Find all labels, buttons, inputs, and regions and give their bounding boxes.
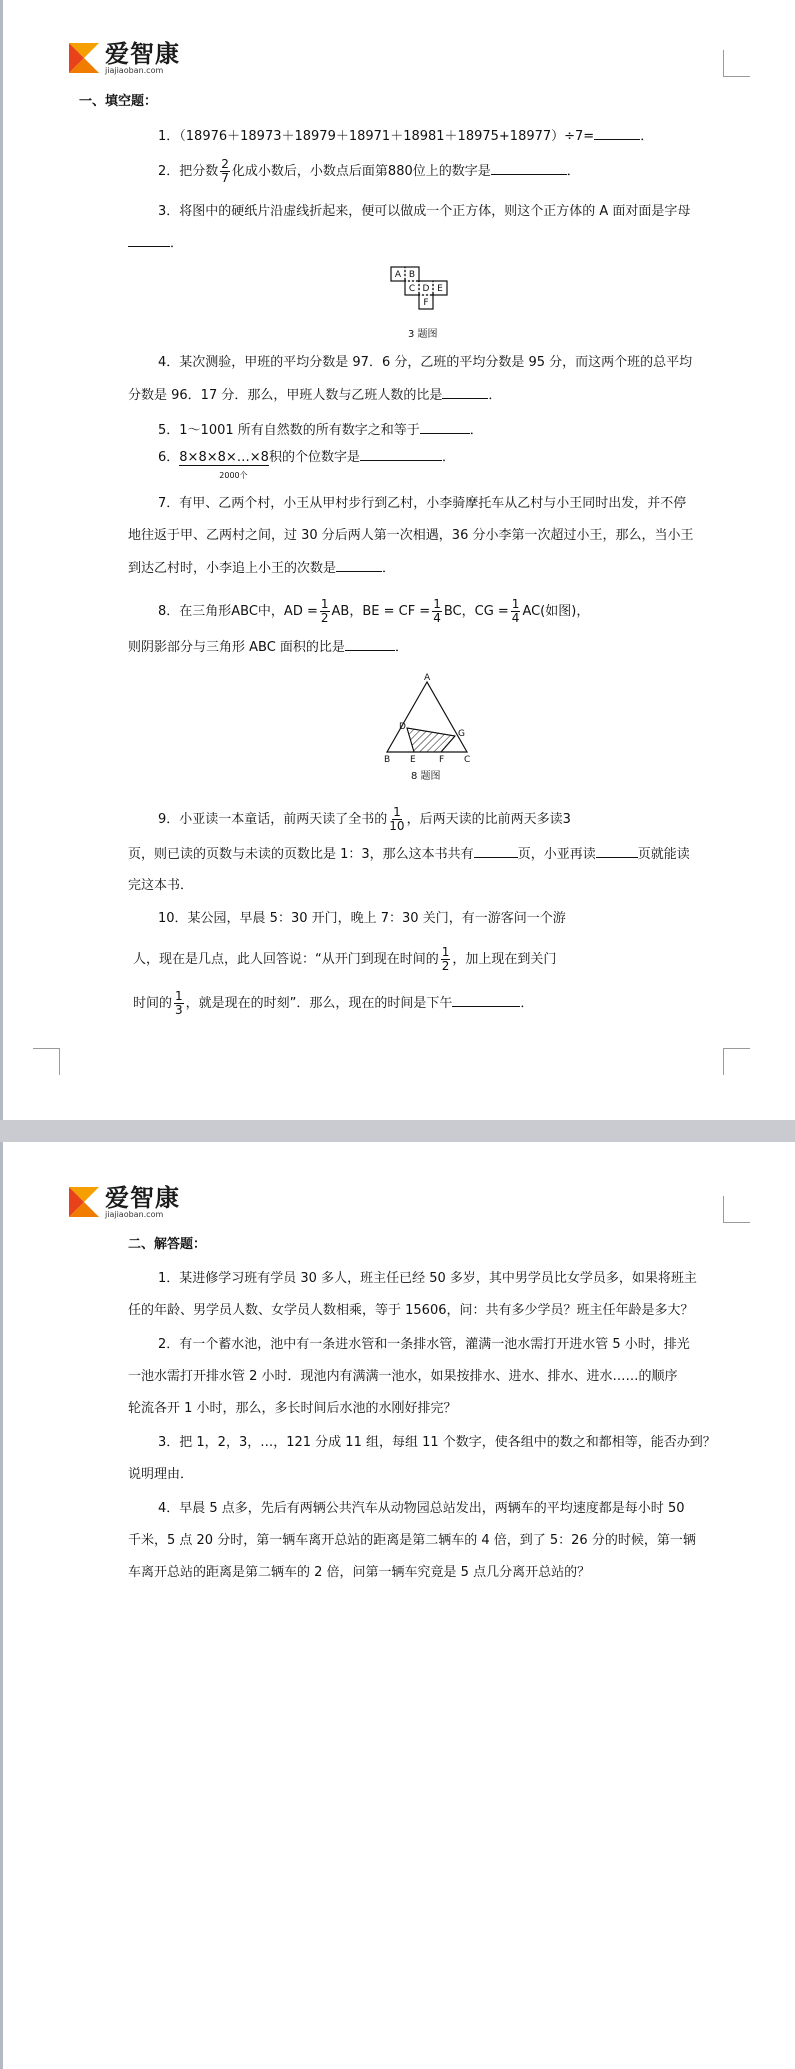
answer-blank <box>491 162 567 175</box>
question-text: 分数是 96．17 分．那么，甲班人数与乙班人数的比是 <box>128 388 443 403</box>
question-5: 5．1～1001 所有自然数的所有数字之和等于 ． <box>158 423 483 438</box>
answer-blank <box>594 127 640 140</box>
fig8-label: F <box>439 755 445 762</box>
product-expression: 8×8×8×…×8 2000个 <box>179 449 269 467</box>
logo-name: 爱智康 <box>105 39 180 68</box>
logo-sub: jiajiaoban.com <box>105 1209 164 1219</box>
question-1: 1．（18976＋18973＋18979＋18971＋18981＋18975+18977）÷7= ． <box>158 129 654 144</box>
fig3-label: C <box>408 284 416 294</box>
question-text: AC(如图)， <box>522 604 590 619</box>
fraction: $\frac{1}{2}$ <box>320 597 329 625</box>
fraction: $\frac{1}{10}$ <box>389 805 405 833</box>
answer-question-2: 2．有一个蓄水池，池中有一条进水管和一条排水管，灌满一池水需打开进水管 5 小时，排光 <box>158 1337 690 1352</box>
question-9 <box>158 806 571 833</box>
question-7: 7．有甲、乙两个村，小王从甲村步行到乙村，小李骑摩托车从乙村与小王同时出发，并不停 <box>158 496 687 511</box>
question-text: 2．把分数 <box>158 164 219 179</box>
fig8-label: D <box>399 722 406 732</box>
logo-icon <box>67 1185 101 1219</box>
corner-mark <box>723 50 750 77</box>
question-text: 6． <box>158 450 180 465</box>
brace-note: 2000个 <box>219 471 248 480</box>
logo <box>67 40 180 76</box>
question-text: 页，则已读的页数与未读的页数比是 1：3，那么这本书共有 <box>128 847 474 862</box>
question-10-line2 <box>133 946 556 973</box>
question-10-line3: 时间的 $\frac{1}{3}$ ，就是现在的时刻”．那么，现在的时间是下午 ． <box>133 989 534 1017</box>
answer-blank <box>442 386 488 399</box>
fig8-label: G <box>458 729 465 739</box>
figure-caption: 8 题图 <box>411 771 441 782</box>
fraction: $\frac{1}{4}$ <box>511 597 520 625</box>
question-text: 5．1～1001 所有自然数的所有数字之和等于 <box>158 423 420 438</box>
question-text: 到达乙村时，小李追上小王的次数是 <box>128 561 337 576</box>
answer-question-4-line2: 千米，5 点 20 分时，第一辆车离开总站的距离是第二辆车的 4 倍，到了 5：26 分的时候，第一辆 <box>128 1533 696 1548</box>
question-7-line3: 到达乙村时，小李追上小王的次数是 ． <box>128 561 396 576</box>
answer-blank <box>474 845 518 858</box>
answer-question-2-line2: 一池水需打开排水管 2 小时．现池内有满满一池水，如果按排水、进水、排水、进水……的顺序 <box>128 1369 678 1384</box>
question-text: ，后两天读的比前两天多读3 <box>406 812 571 827</box>
question-7-line2: 地往返于甲、乙两村之间，过 30 分后两人第一次相遇，36 分小李第一次超过小王，那么，当小王 <box>128 528 694 543</box>
answer-blank <box>128 234 170 247</box>
fig3-label: A <box>394 270 402 280</box>
answer-question-1-line2: 任的年龄、男学员人数、女学员人数相乘，等于 15606，问：共有多少学员？班主任年龄是多大？ <box>128 1303 694 1318</box>
answer-blank <box>360 448 442 461</box>
answer-question-3-line2: 说明理由． <box>128 1467 194 1482</box>
logo-icon <box>67 41 101 75</box>
question-text: ，加上现在到关门 <box>452 952 557 967</box>
answer-blank <box>596 845 638 858</box>
section-title: 一、填空题： <box>79 94 158 109</box>
page-2 <box>0 1142 795 2069</box>
question-10: 10．某公园，早晨 5：30 开门，晚上 7：30 关门，有一游客问一个游 <box>158 911 566 926</box>
fig3-label: D <box>422 284 430 294</box>
question-8-line2: 则阴影部分与三角形 ABC 面积的比是 ． <box>128 640 408 655</box>
fig3-label: E <box>437 284 443 294</box>
answer-blank <box>420 421 470 434</box>
figure-8-triangle <box>379 672 475 762</box>
question-2: 2．把分数 $\frac{2}{7}$ 化成小数后，小数点后面第880位上的数字是 ． <box>158 157 580 185</box>
question-6: 6．8×8×8×…×8 2000个 积的个位数字是 ． <box>158 448 455 467</box>
section-title: 二、解答题： <box>128 1237 207 1252</box>
question-text: 1．（18976＋18973＋18979＋18971＋18981＋18975+18977）÷7= <box>158 129 595 144</box>
fig8-label: E <box>410 755 416 762</box>
question-3: 3．将图中的硬纸片沿虚线折起来，便可以做成一个正方体，则这个正方体的 A 面对面是字母 <box>158 204 691 219</box>
answer-question-1: 1．某进修学习班有学员 30 多人，班主任已经 50 多岁，其中男学员比女学员多，如果将班主 <box>158 1271 697 1286</box>
question-text: AB，BE = CF = <box>331 604 431 619</box>
question-text: 则阴影部分与三角形 ABC 面积的比是 <box>128 640 345 655</box>
answer-blank <box>452 994 520 1007</box>
question-9-line3: 完这本书． <box>128 878 194 893</box>
figure-caption: 3 题图 <box>408 329 438 340</box>
fig8-label: B <box>384 755 391 762</box>
question-text: ，就是现在的时刻”．那么，现在的时间是下午 <box>185 996 453 1011</box>
question-text: 化成小数后，小数点后面第880位上的数字是 <box>231 164 491 179</box>
logo <box>67 1184 180 1220</box>
corner-mark <box>723 1048 750 1075</box>
fraction: $\frac{1}{4}$ <box>433 597 441 625</box>
corner-mark <box>723 1196 750 1223</box>
answer-blank <box>336 559 382 572</box>
fig3-label: F <box>423 298 429 308</box>
fig8-label: A <box>424 673 431 683</box>
fraction: $\frac{2}{7}$ <box>221 157 229 185</box>
question-text: 人，现在是几点，此人回答说：“从开门到现在时间的 <box>133 952 439 967</box>
logo-name: 爱智康 <box>105 1183 180 1212</box>
answer-question-4-line3: 车离开总站的距离是第二辆车的 2 倍，问第一辆车究竟是 5 点几分离开总站的？ <box>128 1565 591 1580</box>
fig3-label: B <box>408 270 416 280</box>
question-8 <box>158 598 589 625</box>
question-4-line2: 分数是 96．17 分．那么，甲班人数与乙班人数的比是 ． <box>128 388 502 403</box>
logo-sub: jiajiaoban.com <box>105 65 164 75</box>
question-text: 页就能读 <box>637 847 690 862</box>
corner-mark <box>33 1048 60 1075</box>
question-text: 积的个位数字是 <box>268 450 360 465</box>
fig8-label: C <box>464 755 471 762</box>
answer-question-4: 4．早晨 5 点多，先后有两辆公共汽车从动物园总站发出，两辆车的平均速度都是每小时 50 <box>158 1501 685 1516</box>
question-3-blank: ． <box>128 234 183 253</box>
question-text: 时间的 <box>133 996 173 1011</box>
question-9-line2 <box>128 845 690 864</box>
fraction: $\frac{1}{2}$ <box>441 945 450 973</box>
question-text: 9．小亚读一本童话，前两天读了全书的 <box>158 812 388 827</box>
question-text: 8．在三角形ABC中，AD = <box>158 604 318 619</box>
question-4: 4．某次测验，甲班的平均分数是 97．6 分，乙班的平均分数是 95 分，而这两个班的总平均 <box>158 355 693 370</box>
figure-3-net <box>389 265 469 317</box>
question-text: 页，小亚再读 <box>517 847 596 862</box>
question-text: BC，CG = <box>443 604 509 619</box>
fraction: $\frac{1}{3}$ <box>175 989 183 1017</box>
answer-question-2-line3: 轮流各开 1 小时，那么，多长时间后水池的水刚好排完？ <box>128 1401 457 1416</box>
answer-question-3: 3．把 1，2，3，…，121 分成 11 组，每组 11 个数字，使各组中的数之和都相等，能否办到？ <box>158 1435 716 1450</box>
answer-blank <box>345 638 395 651</box>
